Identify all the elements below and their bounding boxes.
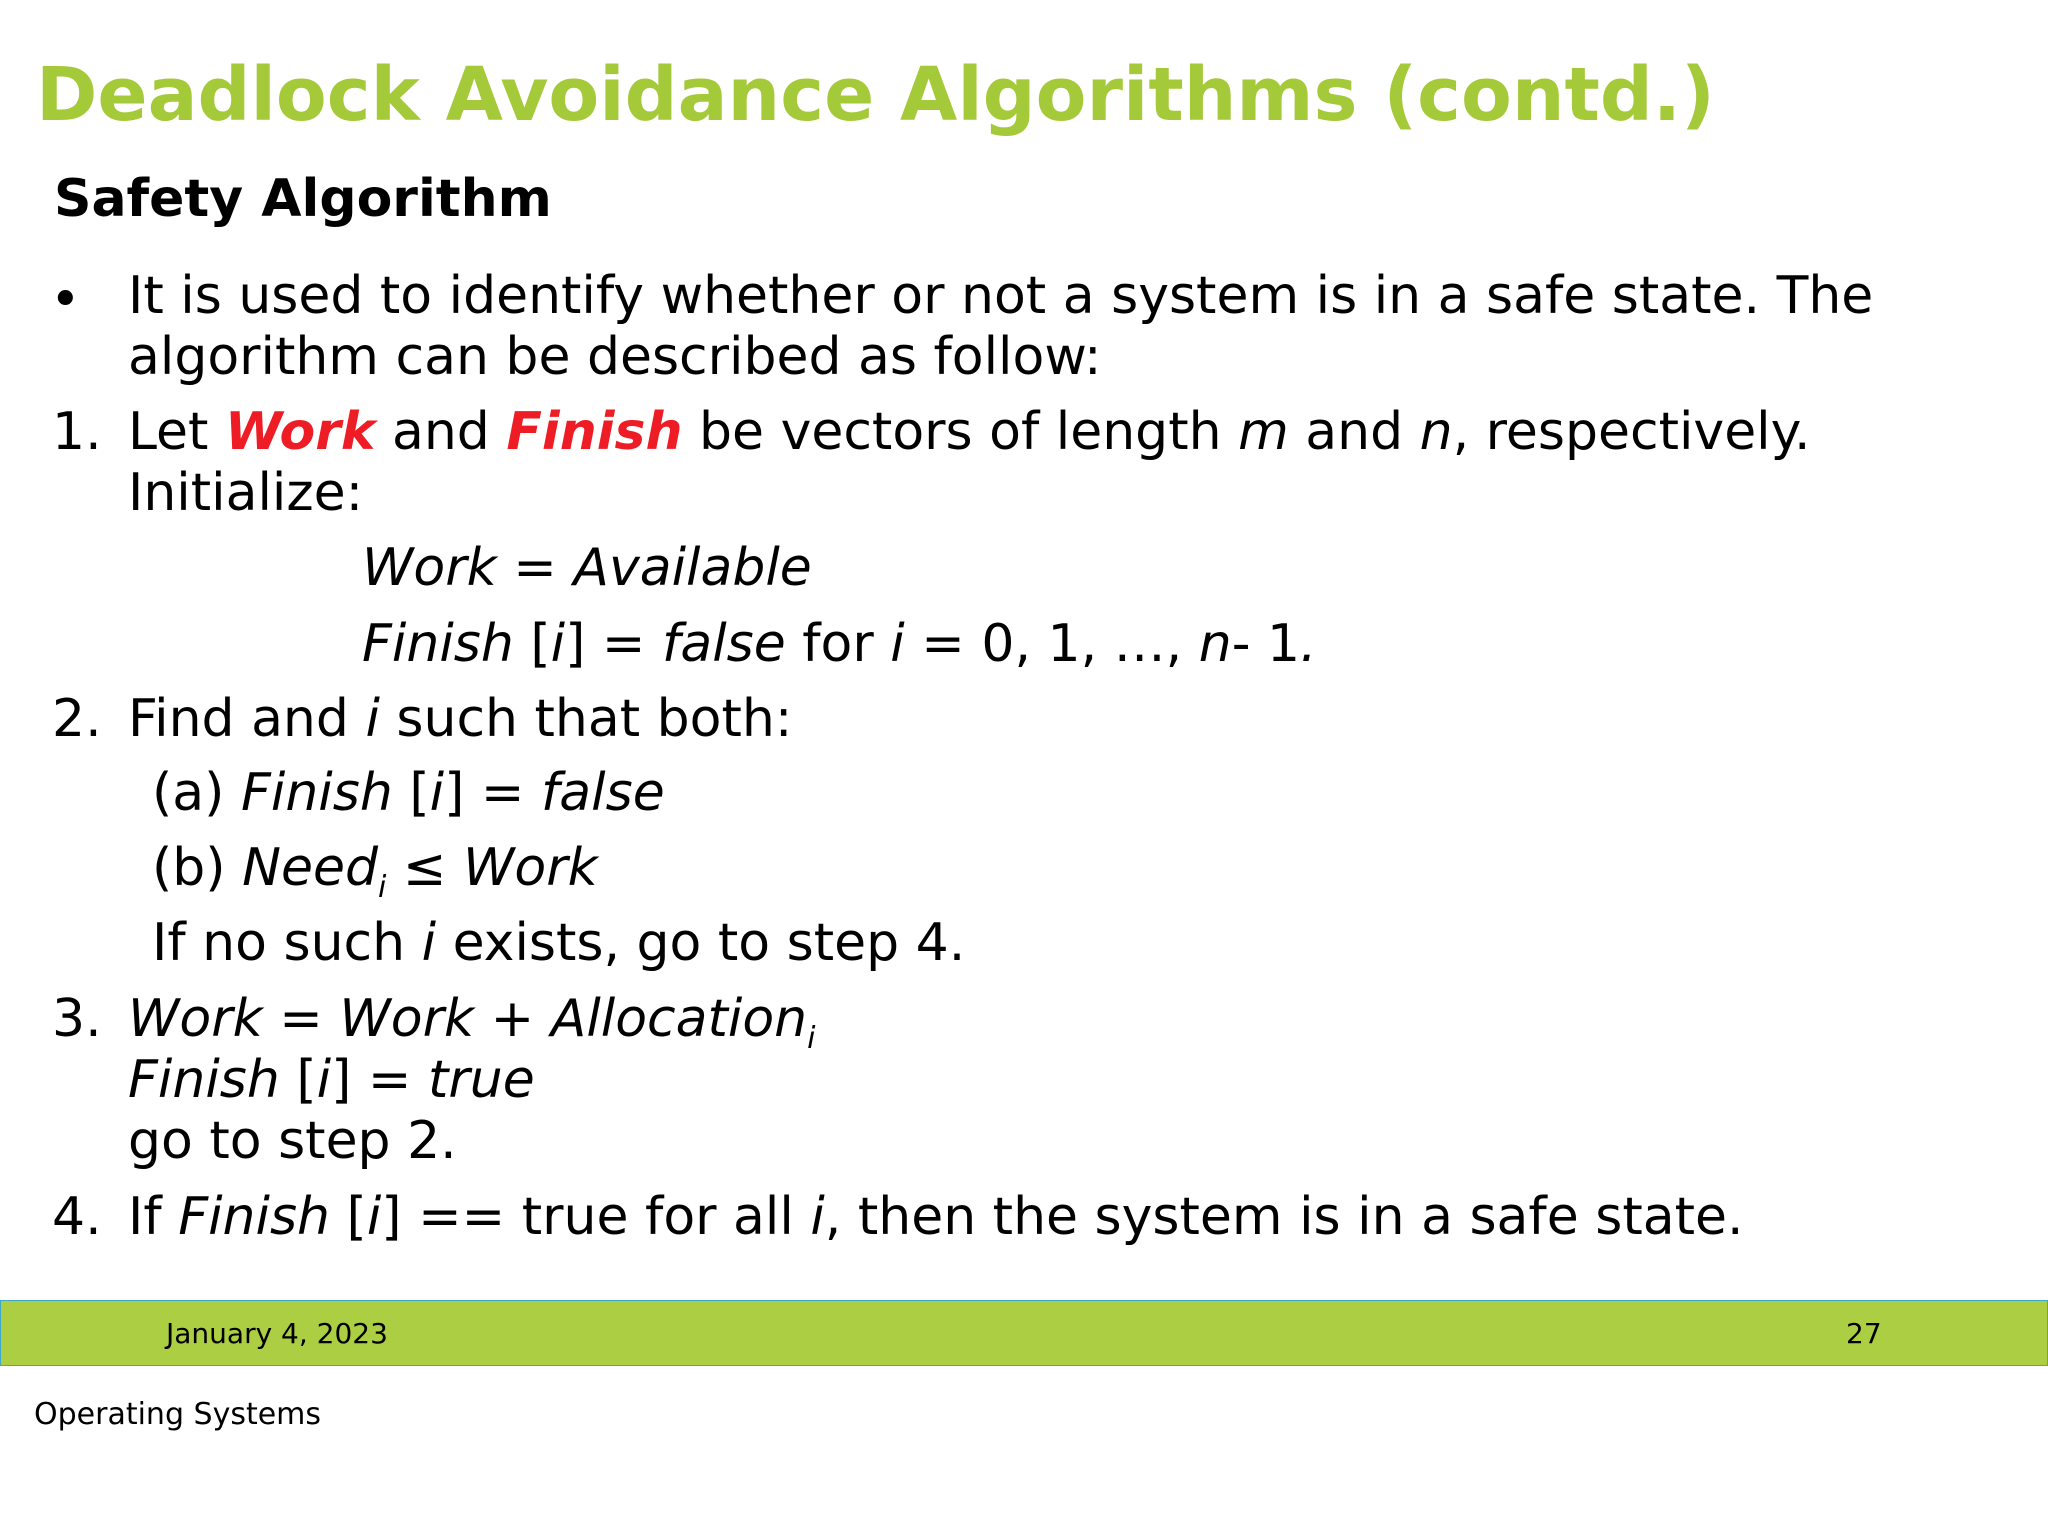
step-2-condition-a: (a) Finish [i] = false [152, 763, 665, 823]
equation-work-available: Work = Available [362, 538, 812, 598]
footer-date: January 4, 2023 [166, 1317, 388, 1350]
step-2-condition-b: (b) Need$_i$ ≤ Work [152, 838, 598, 905]
step-1-number: 1. [52, 402, 102, 462]
section-heading: Safety Algorithm [54, 169, 552, 229]
equation-finish-false: Finish [i] = false for i = 0, 1, …, n- 1. [362, 614, 1317, 674]
step-1-line-1: Let Work and Finish be vectors of length m and n, respectively. [128, 402, 1811, 462]
slide-title: Deadlock Avoidance Algorithms (contd.) [36, 52, 1715, 138]
step-3-goto: go to step 2. [128, 1111, 457, 1171]
step-1-line-2: Initialize: [128, 463, 364, 523]
step-4-line-1: If Finish [i] == true for all i, then the system is in a safe state. [128, 1187, 1744, 1247]
step-2-line-1: Find and i such that both: [128, 689, 793, 749]
course-name: Operating Systems [34, 1397, 322, 1432]
step-2-no-such: If no such i exists, go to step 4. [152, 913, 966, 973]
finish-keyword: Finish [506, 402, 683, 462]
bullet-line-2: algorithm can be described as follow: [128, 327, 1102, 387]
work-keyword: Work [224, 402, 376, 462]
step-2-number: 2. [52, 689, 102, 749]
page-number: 27 [1846, 1317, 1882, 1350]
equation-work-update: Work = Work + Allocation$_i$ [128, 989, 816, 1056]
step-4-number: 4. [52, 1187, 102, 1247]
equation-finish-true: Finish [i] = true [128, 1050, 535, 1110]
step-3-number: 3. [52, 989, 102, 1049]
bullet-marker: • [50, 270, 81, 330]
bullet-line-1: It is used to identify whether or not a system is in a safe state. The [128, 266, 1874, 326]
